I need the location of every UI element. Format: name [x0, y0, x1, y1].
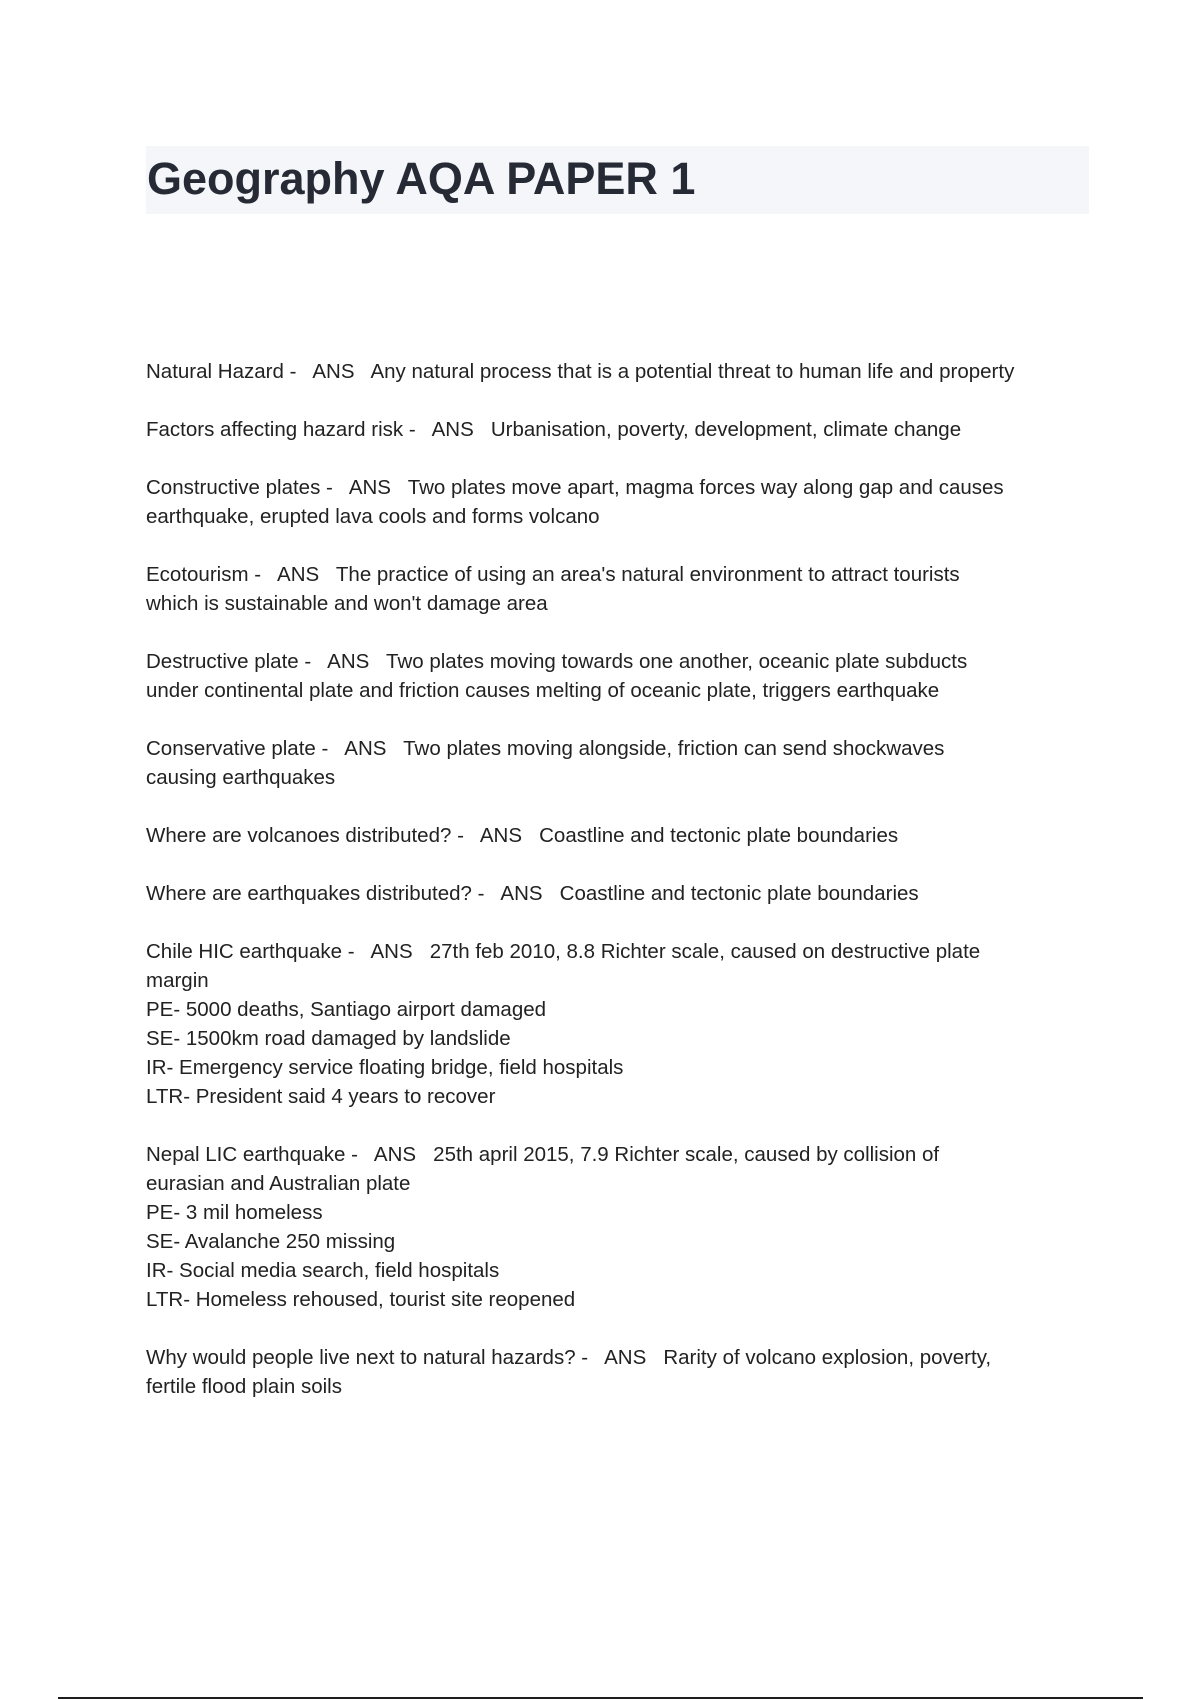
qa-answer-text: Two plates moving towards one another, oceanic plate subducts	[386, 650, 968, 673]
qa-term: Constructive plates	[146, 476, 321, 499]
qa-item	[146, 647, 1096, 705]
qa-term: Nepal LIC earthquake	[146, 1143, 346, 1166]
qa-answer-text: 25th april 2015, 7.9 Richter scale, caused by collision of	[433, 1143, 940, 1166]
qa-answer-line: eurasian and Australian plate	[146, 1172, 411, 1195]
qa-first-line	[146, 647, 1096, 676]
qa-term: Destructive plate	[146, 650, 299, 673]
qa-first-line	[146, 1140, 1096, 1169]
ans-label: ANS	[500, 882, 543, 905]
qa-item	[146, 879, 1096, 908]
qa-term: Where are earthquakes distributed?	[146, 882, 472, 905]
qa-answer-line: earthquake, erupted lava cools and forms volcano	[146, 505, 600, 528]
qa-answer-line: LTR- Homeless rehoused, tourist site reopened	[146, 1288, 576, 1311]
qa-answer-line: under continental plate and friction causes melting of oceanic plate, triggers earthquake	[146, 679, 940, 702]
ans-label: ANS	[327, 650, 370, 673]
qa-answer-text: 27th feb 2010, 8.8 Richter scale, caused on destructive plate	[429, 940, 981, 963]
qa-term: Conservative plate	[146, 737, 316, 760]
qa-list	[146, 357, 1096, 1430]
ans-label: ANS	[373, 1143, 417, 1166]
qa-answer-line: PE- 5000 deaths, Santiago airport damaged	[146, 998, 547, 1021]
qa-separator: -	[471, 882, 501, 905]
qa-answer-line: SE- Avalanche 250 missing	[146, 1230, 396, 1253]
qa-first-line	[146, 415, 1096, 444]
qa-first-line	[146, 1343, 1096, 1372]
qa-first-line	[146, 879, 1096, 908]
qa-separator: -	[342, 940, 371, 963]
qa-item	[146, 821, 1096, 850]
qa-item	[146, 1140, 1096, 1314]
ans-label: ANS	[479, 824, 523, 847]
qa-term: Ecotourism	[146, 563, 249, 586]
qa-separator: -	[283, 360, 313, 383]
qa-first-line	[146, 560, 1096, 589]
qa-term: Natural Hazard	[146, 360, 284, 383]
ans-label: ANS	[604, 1346, 647, 1369]
qa-separator: -	[451, 824, 480, 847]
qa-separator: -	[403, 418, 432, 441]
qa-answer-text: Coastline and tectonic plate boundaries	[559, 882, 919, 905]
qa-answer-line: LTR- President said 4 years to recover	[146, 1085, 496, 1108]
qa-answer-line: IR- Emergency service floating bridge, field hospitals	[146, 1056, 624, 1079]
qa-item	[146, 357, 1096, 386]
qa-item	[146, 937, 1096, 1111]
ans-label: ANS	[370, 940, 413, 963]
qa-answer-text: Urbanisation, poverty, development, climate change	[490, 418, 962, 441]
qa-answer-line: causing earthquakes	[146, 766, 336, 789]
page-title: Geography AQA PAPER 1	[147, 153, 696, 204]
qa-first-line	[146, 357, 1096, 386]
qa-term: Factors affecting hazard risk	[146, 418, 404, 441]
qa-answer-text: The practice of using an area's natural environment to attract tourists	[335, 563, 960, 586]
qa-separator: -	[575, 1346, 605, 1369]
ans-label: ANS	[312, 360, 355, 383]
qa-first-line	[146, 473, 1096, 502]
qa-separator: -	[248, 563, 278, 586]
qa-separator: -	[320, 476, 349, 499]
qa-separator: -	[345, 1143, 374, 1166]
qa-answer-line: fertile flood plain soils	[146, 1375, 342, 1398]
qa-first-line	[146, 937, 1096, 966]
qa-item	[146, 560, 1096, 618]
qa-answer-line: margin	[146, 969, 209, 992]
qa-term: Where are volcanoes distributed?	[146, 824, 452, 847]
qa-separator: -	[315, 737, 345, 760]
qa-term: Chile HIC earthquake	[146, 940, 342, 963]
qa-answer-text: Coastline and tectonic plate boundaries	[539, 824, 899, 847]
qa-answer-text: Rarity of volcano explosion, poverty,	[663, 1346, 992, 1369]
qa-answer-line: SE- 1500km road damaged by landslide	[146, 1027, 511, 1050]
qa-answer-line: IR- Social media search, field hospitals	[146, 1259, 500, 1282]
qa-item	[146, 1343, 1096, 1401]
title-band	[146, 146, 1089, 214]
ans-label: ANS	[277, 563, 320, 586]
qa-term: Why would people live next to natural hazards?	[146, 1346, 576, 1369]
qa-answer-text: Any natural process that is a potential threat to human life and property	[370, 360, 1015, 383]
page-divider	[58, 1697, 1143, 1699]
qa-separator: -	[298, 650, 328, 673]
qa-first-line	[146, 734, 1096, 763]
qa-item	[146, 734, 1096, 792]
qa-answer-text: Two plates move apart, magma forces way along gap and causes	[407, 476, 1004, 499]
ans-label: ANS	[348, 476, 391, 499]
qa-answer-text: Two plates moving alongside, friction can send shockwaves	[403, 737, 945, 760]
ans-label: ANS	[344, 737, 387, 760]
qa-first-line	[146, 821, 1096, 850]
ans-label: ANS	[431, 418, 474, 441]
qa-item	[146, 473, 1096, 531]
qa-answer-line: which is sustainable and won't damage area	[146, 592, 548, 615]
qa-answer-line: PE- 3 mil homeless	[146, 1201, 323, 1224]
qa-item	[146, 415, 1096, 444]
